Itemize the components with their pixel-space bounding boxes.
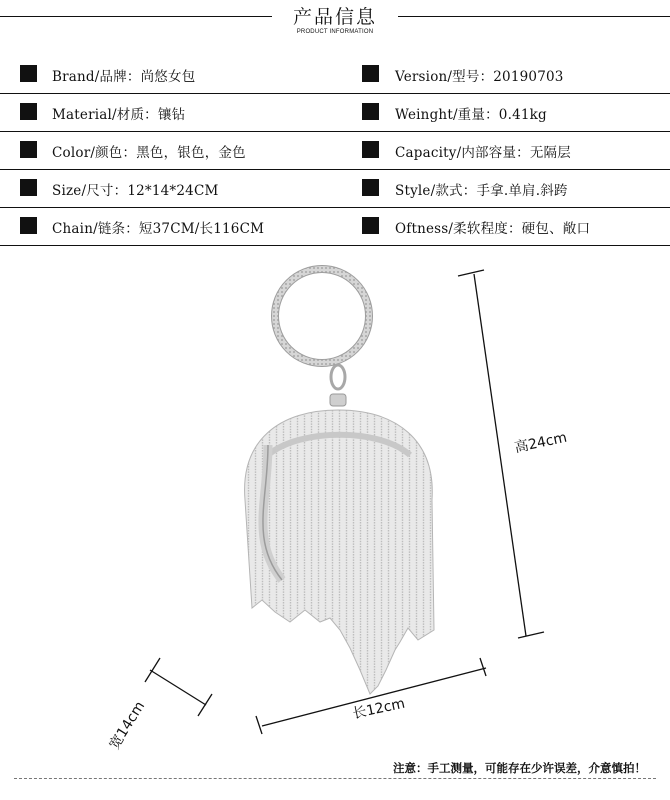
measurement-note: 注意：手工测量，可能存在少许误差，介意慎拍！ <box>393 761 646 775</box>
width-dimension-line <box>150 670 206 705</box>
spec-text: Chain/链条：短37CM/长116CM <box>52 221 265 237</box>
spec-cell-version <box>335 56 670 93</box>
length-label: 长12cm <box>351 695 407 723</box>
spec-text: Capacity/内部容量：无隔层 <box>395 145 571 161</box>
spec-cell-capacity <box>335 132 670 169</box>
spec-cell-color <box>0 132 335 169</box>
section-subtitle: PRODUCT INFORMATION <box>296 29 374 35</box>
spec-cell-size <box>0 170 335 207</box>
handbag-illustration <box>0 250 670 755</box>
header-rule-left <box>0 16 272 17</box>
bullet-square-icon <box>20 217 37 234</box>
spec-cell-material <box>0 94 335 131</box>
bullet-square-icon <box>362 217 379 234</box>
spec-text: Weinght/重量：0.41kg <box>395 107 547 123</box>
spec-row <box>0 56 670 94</box>
bag-body <box>245 410 434 694</box>
spec-cell-style <box>335 170 670 207</box>
header-rule-right <box>398 16 670 17</box>
bullet-square-icon <box>362 141 379 158</box>
bullet-square-icon <box>362 179 379 196</box>
spec-text: Material/材质：镶钻 <box>52 107 186 123</box>
clasp <box>330 394 346 406</box>
chain-link <box>331 365 345 389</box>
spec-text: Color/颜色：黑色，银色，金色 <box>52 145 246 161</box>
product-image-area <box>0 250 670 755</box>
spec-cell-chain <box>0 208 335 245</box>
spec-table <box>0 56 670 246</box>
bullet-square-icon <box>20 179 37 196</box>
bullet-square-icon <box>362 103 379 120</box>
bullet-square-icon <box>362 65 379 82</box>
spec-text: Style/款式：手拿.单肩.斜跨 <box>395 183 568 199</box>
dashed-divider <box>14 778 656 779</box>
bullet-square-icon <box>20 65 37 82</box>
spec-text: Version/型号：20190703 <box>395 69 564 85</box>
height-label: 高24cm <box>513 429 569 457</box>
spec-text: Size/尺寸：12*14*24CM <box>52 183 219 199</box>
spec-row <box>0 132 670 170</box>
spec-row <box>0 208 670 246</box>
spec-cell-brand <box>0 56 335 93</box>
spec-row <box>0 170 670 208</box>
spec-text: Brand/品牌：尚悠女包 <box>52 69 196 85</box>
ring-handle <box>275 269 369 363</box>
spec-text: Oftness/柔软程度：硬包、敞口 <box>395 221 591 237</box>
bullet-square-icon <box>20 103 37 120</box>
section-header <box>0 0 670 44</box>
section-title: 产品信息 <box>292 6 377 28</box>
spec-row <box>0 94 670 132</box>
spec-cell-softness <box>335 208 670 245</box>
bullet-square-icon <box>20 141 37 158</box>
spec-cell-weight <box>335 94 670 131</box>
width-label: 宽14cm <box>106 698 149 753</box>
